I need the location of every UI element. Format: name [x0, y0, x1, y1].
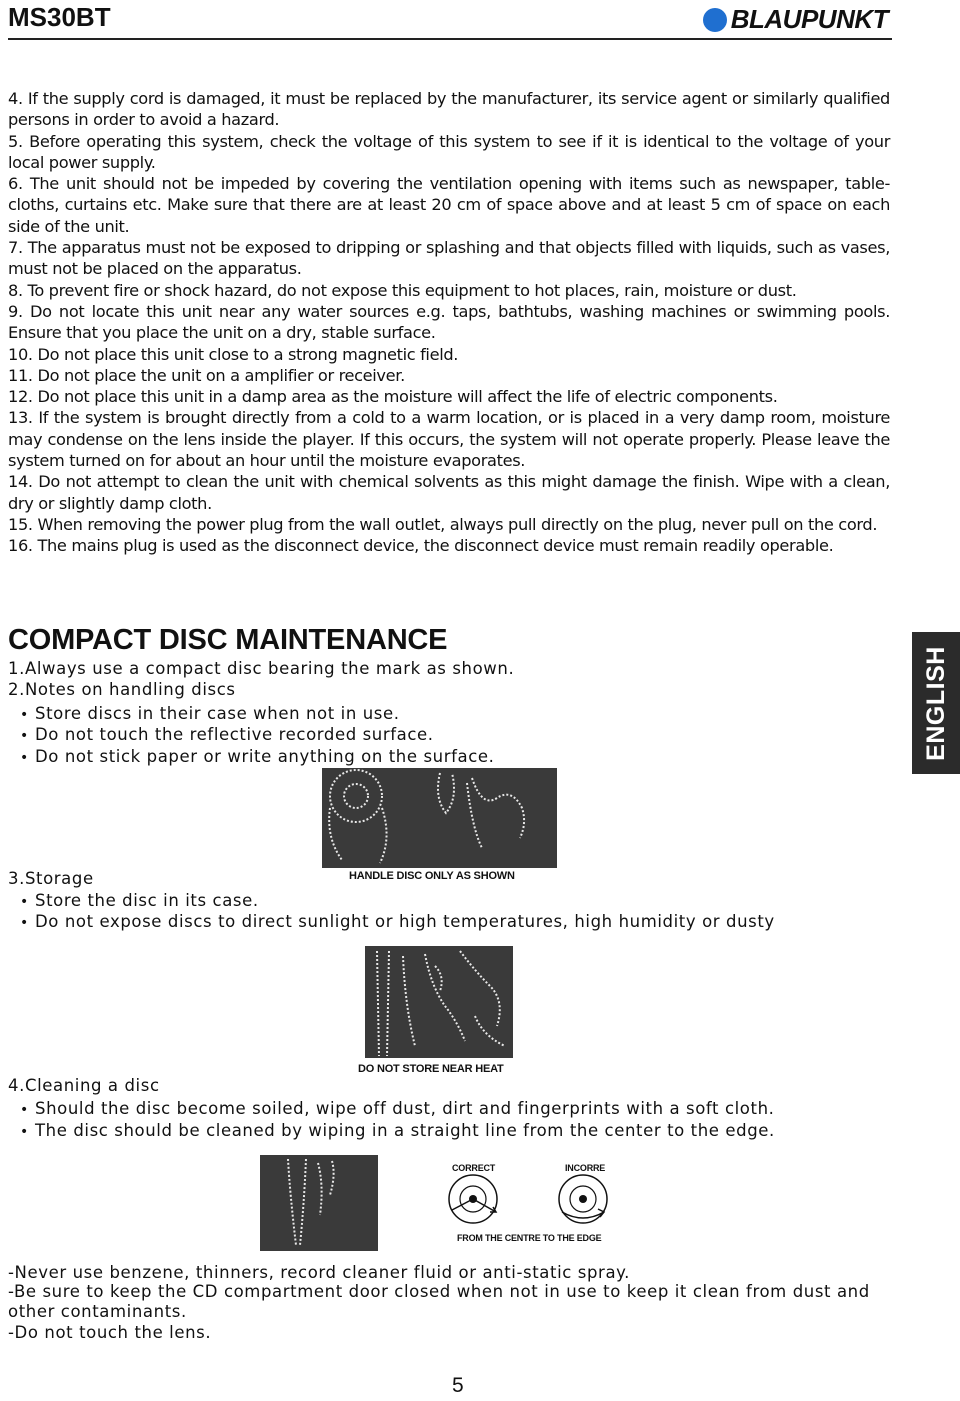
brand-logo	[703, 4, 888, 35]
page-number: 5	[452, 1374, 464, 1397]
maintenance-item-2: 2.Notes on handling discs	[8, 680, 236, 699]
storage-bullet: • Do not expose discs to direct sunlight or high temperatures, high humidity or dusty	[20, 911, 775, 934]
correct-wipe-diagram-icon	[438, 1174, 508, 1224]
incorrect-wipe-diagram-icon	[548, 1174, 618, 1224]
handle-disc-caption: HANDLE DISC ONLY AS SHOWN	[349, 870, 515, 882]
safety-item: 4. If the supply cord is damaged, it must be replaced by the manufacturer, its service agent or similarly qualified persons in order to avoid a hazard.	[8, 89, 890, 130]
maintenance-item-1: 1.Always use a compact disc bearing the mark as shown.	[8, 659, 515, 678]
cleaning-bullet: • The disc should be cleaned by wiping in a straight line from the center to the edge.	[20, 1120, 775, 1143]
handling-bullet: • Do not touch the reflective recorded surface.	[20, 724, 434, 747]
safety-item: 13. If the system is brought directly from a cold to a warm location, or is placed in a very damp room, moisture may condense on the lens inside the player. If this occurs, the system will not operate properly. Please leave the system turned on for about an hour until the moisture evaporates.	[8, 408, 890, 471]
edge-caption: FROM THE CENTRE TO THE EDGE	[457, 1233, 602, 1243]
safety-instructions	[8, 88, 890, 557]
safety-item: 5. Before operating this system, check the voltage of this system to see if it is identical to the voltage of your local power supply.	[8, 131, 890, 172]
language-tab-label: ENGLISH	[921, 645, 950, 761]
safety-item: 16. The mains plug is used as the disconnect device, the disconnect device must remain readily operable.	[8, 536, 834, 556]
cleaning-bullet: • Should the disc become soiled, wipe off dust, dirt and fingerprints with a soft cloth.	[20, 1098, 774, 1121]
disc-heat-photo	[365, 946, 513, 1058]
safety-item: 14. Do not attempt to clean the unit with chemical solvents as this might damage the finish. Wipe with a clean, dry or slightly damp cloth.	[8, 472, 890, 513]
section-title: COMPACT DISC MAINTENANCE	[8, 624, 448, 656]
handling-bullet: • Store discs in their case when not in use.	[20, 703, 400, 726]
safety-item: 12. Do not place this unit in a damp area as the moisture will affect the life of electric components.	[8, 387, 778, 407]
language-tab	[912, 632, 960, 774]
maintenance-item-3: 3.Storage	[8, 869, 94, 888]
handle-disc-photo	[322, 768, 557, 868]
header-divider	[8, 38, 892, 40]
safety-item: 15. When removing the power plug from the wall outlet, always pull directly on the plug, never pull on the cord.	[8, 514, 878, 534]
safety-item: 9. Do not locate this unit near any water sources e.g. taps, bathtubs, washing machines or swimming pools. Ensure that you place the unit on a dry, stable surface.	[8, 301, 890, 343]
correct-label: CORRECT	[452, 1163, 496, 1173]
storage-caption: DO NOT STORE NEAR HEAT	[358, 1063, 504, 1075]
note-line: -Never use benzene, thinners, record cleaner fluid or anti-static spray.	[8, 1263, 631, 1282]
safety-item: 10. Do not place this unit close to a strong magnetic field.	[8, 344, 459, 364]
storage-bullet: • Store the disc in its case.	[20, 890, 259, 913]
safety-item: 11. Do not place the unit on a amplifier or receiver.	[8, 365, 405, 385]
brand-dot-icon	[703, 8, 727, 32]
safety-item: 7. The apparatus must not be exposed to dripping or splashing and that objects filled with liquids, such as vases, must not be placed on the apparatus.	[8, 238, 890, 279]
incorrect-label: INCORRE	[565, 1163, 606, 1173]
safety-item: 6. The unit should not be impeded by covering the ventilation opening with items such as newspaper, table-cloths, curtains etc. Make sure that there are at least 20 cm of space above and at least 5 cm of space on each side of the unit.	[8, 174, 890, 236]
note-line: -Do not touch the lens.	[8, 1323, 212, 1342]
safety-item: 8. To prevent fire or shock hazard, do not expose this equipment to hot places, rain, moisture or dust.	[8, 280, 797, 300]
note-line: -Be sure to keep the CD compartment door closed when not in use to keep it clean from dust and other contaminants.	[8, 1282, 870, 1321]
model-name: MS30BT	[8, 2, 111, 32]
handling-bullet: • Do not stick paper or write anything on the surface.	[20, 746, 495, 769]
brand-name: BLAUPUNKT	[730, 4, 888, 34]
cleaning-photo	[260, 1155, 378, 1251]
maintenance-item-4: 4.Cleaning a disc	[8, 1076, 160, 1095]
